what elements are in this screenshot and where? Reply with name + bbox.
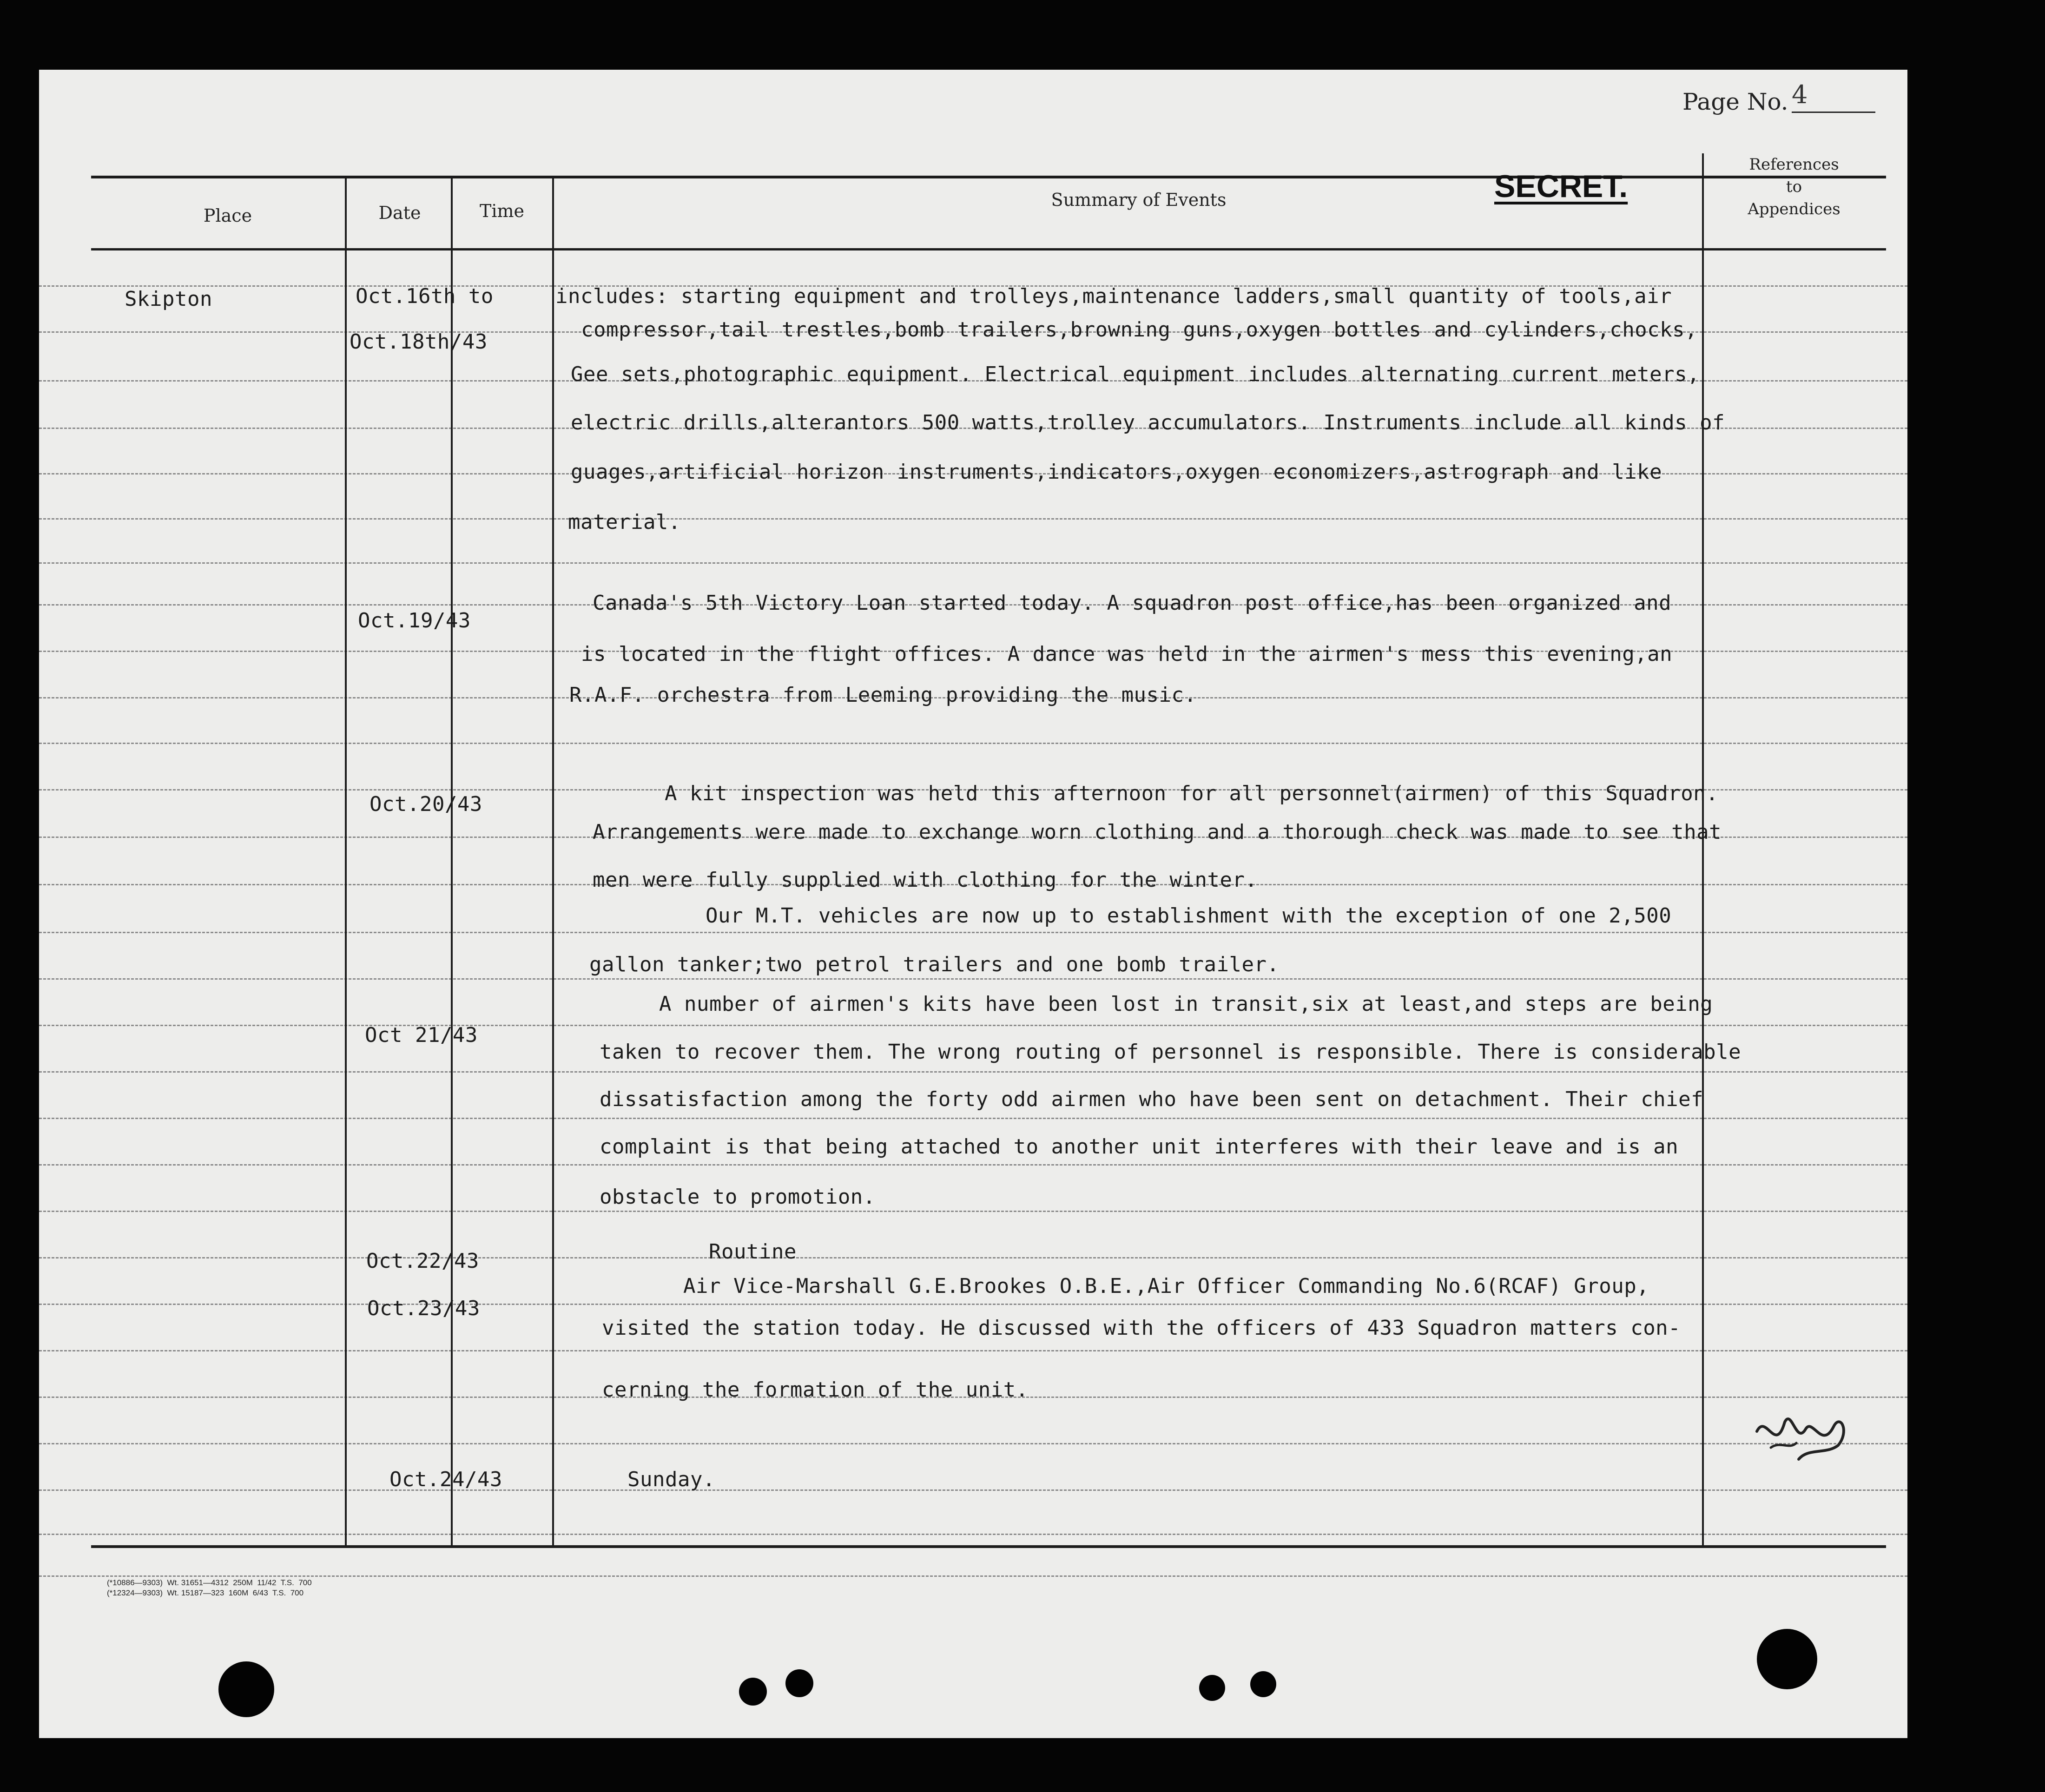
- binder-hole: [218, 1661, 274, 1717]
- summary-line: Sunday.: [627, 1468, 715, 1491]
- place-date-divider: [345, 176, 347, 1547]
- summary-line: material.: [568, 510, 681, 534]
- binder-hole: [785, 1669, 813, 1697]
- date-entry: Oct.20/43: [369, 792, 482, 816]
- summary-line: taken to recover them. The wrong routing of personnel is responsible. There is considerable: [600, 1040, 1742, 1064]
- summary-line: dissatisfaction among the forty odd airmen who have been sent on detachment. Their chief: [600, 1087, 1704, 1111]
- date-time-divider: [451, 176, 453, 1547]
- summary-line: compressor,tail trestles,bomb trailers,browning guns,oxygen bottles and cylinders,chocks,: [581, 318, 1698, 342]
- summary-line: A number of airmen's kits have been lost in transit,six at least,and steps are being: [659, 992, 1713, 1016]
- printer-notes: [107, 1578, 312, 1598]
- header-bottom-rule: [91, 248, 1886, 250]
- summary-line: Gee sets,photographic equipment. Electrical equipment includes alternating current meters,: [571, 362, 1700, 386]
- binder-hole: [1199, 1675, 1225, 1701]
- page-number-label: Page No.: [1682, 88, 1788, 115]
- page-number-value: 4: [1792, 80, 1808, 109]
- header-references: [1720, 153, 1868, 220]
- date-entry: Oct.16th to: [356, 284, 494, 308]
- summary-line: Canada's 5th Victory Loan started today. A squadron post office,has been organized and: [593, 591, 1672, 615]
- summary-line: obstacle to promotion.: [600, 1185, 876, 1209]
- date-entry: Oct.24/43: [389, 1468, 502, 1491]
- binder-hole: [1250, 1671, 1276, 1697]
- binder-hole: [1757, 1629, 1817, 1689]
- header-references-line3: Appendices: [1748, 200, 1840, 218]
- form-bottom-rule: [91, 1545, 1886, 1548]
- date-entry: Oct.18th/43: [350, 330, 488, 354]
- printer-note-line: (*12324—9303) Wt. 15187—323 160M 6/43 T.S. 700: [107, 1588, 304, 1597]
- date-entry: Oct.22/43: [366, 1249, 479, 1273]
- handwritten-initials: [1752, 1403, 1854, 1469]
- summary-line: A kit inspection was held this afternoon for all personnel(airmen) of this Squadron.: [665, 782, 1719, 805]
- summary-line: Routine: [709, 1240, 797, 1264]
- header-summary: Summary of Events: [1051, 190, 1227, 210]
- summary-line: men were fully supplied with clothing for the winter.: [593, 868, 1258, 892]
- summary-line: is located in the flight offices. A dance was held in the airmen's mess this evening,an: [581, 642, 1673, 666]
- place-skipton: Skipton: [125, 287, 212, 311]
- summary-line: cerning the formation of the unit.: [602, 1378, 1029, 1402]
- date-entry: Oct.23/43: [367, 1297, 480, 1320]
- summary-line: includes: starting equipment and trolleys,maintenance ladders,small quantity of tools,air: [555, 284, 1672, 308]
- summary-line: visited the station today. He discussed with the officers of 433 Squadron matters con-: [602, 1316, 1681, 1340]
- summary-line: complaint is that being attached to another unit interferes with their leave and is an: [600, 1135, 1679, 1159]
- summary-line: R.A.F. orchestra from Leeming providing the music.: [569, 683, 1197, 707]
- header-date: Date: [378, 203, 421, 223]
- summary-line: electric drills,alterantors 500 watts,trolley accumulators. Instruments include all kinds of: [571, 411, 1725, 435]
- header-references-line2: to: [1786, 178, 1802, 196]
- secret-stamp: SECRET.: [1494, 169, 1628, 204]
- summary-line: gallon tanker;two petrol trailers and one bomb trailer.: [589, 953, 1280, 976]
- header-references-line1: References: [1749, 155, 1839, 174]
- time-summary-divider: [552, 176, 554, 1547]
- page-number-underline: [1792, 112, 1875, 113]
- summary-line: Our M.T. vehicles are now up to establishment with the exception of one 2,500: [706, 904, 1672, 928]
- date-entry: Oct.19/43: [358, 609, 471, 632]
- summary-line: Air Vice-Marshall G.E.Brookes O.B.E.,Air Officer Commanding No.6(RCAF) Group,: [683, 1274, 1649, 1298]
- summary-line: Arrangements were made to exchange worn clothing and a thorough check was made to see that: [593, 820, 1722, 844]
- header-place: Place: [203, 205, 252, 226]
- binder-hole: [739, 1678, 767, 1706]
- header-time: Time: [479, 201, 525, 221]
- date-entry: Oct 21/43: [365, 1023, 478, 1047]
- summary-line: guages,artificial horizon instruments,indicators,oxygen economizers,astrograph and like: [571, 460, 1662, 484]
- printer-note-line: (*10886—9303) Wt. 31651—4312 250M 11/42 T.S. 700: [107, 1578, 312, 1587]
- summary-refs-divider: [1702, 153, 1704, 1548]
